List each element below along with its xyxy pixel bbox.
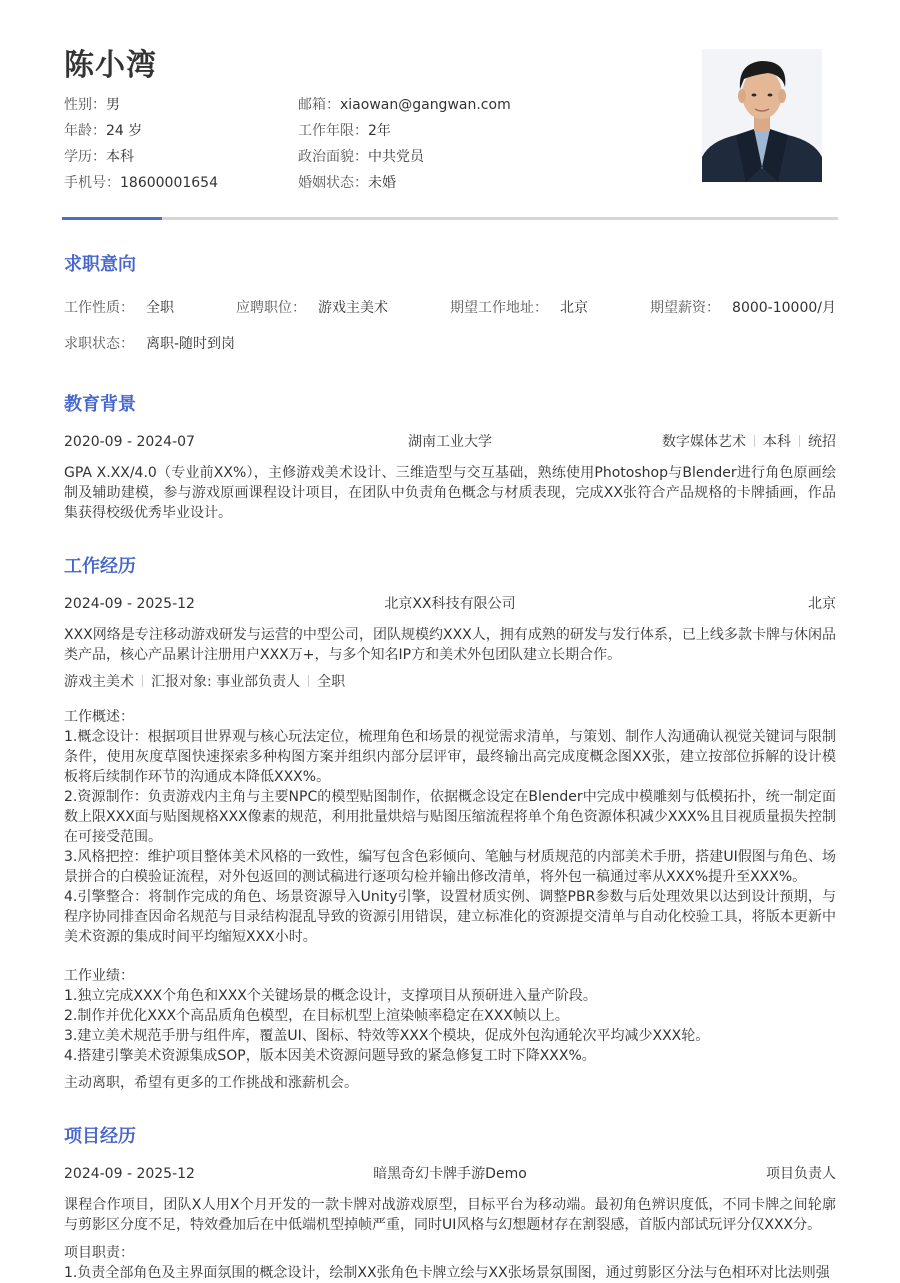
political-value: 中共党员	[368, 149, 424, 165]
work-position: 游戏主美术	[64, 674, 134, 690]
education-description: GPA X.XX/4.0（专业前XX%），主修游戏美术设计、三维造型与交互基础，熟练使用Photoshop与Blender进行角色原画绘制及辅助建模，参与游戏原画课程设计项目，在团队中负责角色概念与材质表现，完成XX张符合产品规格的卡牌插画，作品集获得校级优秀毕业设计。	[64, 465, 836, 521]
project-description: 课程合作项目，团队X人用X个月开发的一款卡牌对战游戏原型，目标平台为移动端。最初角色辨识度低，不同卡牌之间轮廓与剪影区分度不足，特效叠加后在中低端机型掉帧严重，同时UI风格与幻想题材存在割裂感，首版内部试玩评分仅XXX分。	[64, 1197, 836, 1233]
work-section-title: 工作经历	[64, 556, 136, 577]
overview-title: 工作概述：	[64, 709, 134, 725]
intent-label: 期望工作地址：	[450, 300, 549, 316]
work-city: 北京	[808, 596, 836, 612]
achievements-title: 工作业绩：	[64, 968, 134, 984]
phone-value: 18600001654	[120, 175, 218, 191]
education-period: 2020-09 - 2024-07	[64, 434, 195, 450]
email-label: 邮箱：	[298, 97, 340, 113]
work-achievements	[64, 966, 836, 1066]
education-details	[662, 432, 836, 452]
divider	[754, 435, 755, 447]
divider	[799, 435, 800, 447]
gender-value: 男	[106, 97, 120, 113]
work-company: 北京XX科技有限公司	[384, 596, 516, 612]
header-divider-accent	[62, 217, 162, 220]
achievement-item: 1.独立完成XXX个角色和XXX个关键场景的概念设计，支撑项目从预研进入量产阶段。	[64, 988, 597, 1004]
info-row	[64, 121, 624, 147]
intent-value: 8000-10000/月	[732, 300, 836, 316]
overview-item: 2.资源制作：负责游戏内主角与主要NPC的模型贴图制作，依据概念设定在Blender中完成中模雕刻与低模拓扑，统一制定面数上限XXX面与贴图规格XXX像素的规范，利用批量烘焙与贴图压缩流程将单个角色资源体积减少XXX%且目视质量损失控制在可接受范围。	[64, 789, 836, 845]
intent-item	[236, 297, 388, 317]
company-intro: XXX网络是专注移动游戏研发与运营的中型公司，团队规模约XXX人，拥有成熟的研发与发行体系，已上线多款卡牌与休闲品类产品，核心产品累计注册用户XXX万+，与多个知名IP方和美术外包团队建立长期合作。	[64, 627, 836, 663]
education-section-title: 教育背景	[64, 394, 136, 415]
achievement-item: 4.搭建引擎美术资源集成SOP，版本因美术资源问题导致的紧急修复工时下降XXX%。	[64, 1048, 596, 1064]
status-value: 离职-随时到岗	[146, 336, 236, 352]
education-major: 数字媒体艺术	[662, 434, 746, 450]
profile-photo	[702, 49, 822, 182]
project-header	[64, 1164, 836, 1184]
education-degree: 本科	[763, 434, 791, 450]
overview-item: 1.概念设计：根据项目世界观与核心玩法定位，梳理角色和场景的视觉需求清单，与策划、制作人沟通确认视觉关键词与限制条件，使用灰度草图快速探索多种构图方案并组织内部分层评审，最终输出高完成度概念图XX张，建立按部位拆解的设计模板将后续制作环节的沟通成本降低XXX%。	[64, 729, 836, 785]
work-years-value: 2年	[368, 123, 391, 139]
intent-value: 全职	[146, 300, 174, 316]
marital-value: 未婚	[368, 175, 396, 191]
project-period: 2024-09 - 2025-12	[64, 1166, 195, 1182]
age-value: 24 岁	[106, 123, 143, 139]
info-row	[64, 147, 624, 173]
status-label: 求职状态：	[64, 336, 134, 352]
work-overview	[64, 707, 836, 947]
achievement-item: 2.制作并优化XXX个高品质角色模型，在目标机型上渲染帧率稳定在XXX帧以上。	[64, 1008, 569, 1024]
email-value: xiaowan@gangwan.com	[340, 97, 511, 113]
age-label: 年龄：	[64, 123, 106, 139]
divider	[308, 675, 309, 687]
education-label: 学历：	[64, 149, 106, 165]
project-name: 暗黑奇幻卡牌手游Demo	[373, 1166, 527, 1182]
work-years-label: 工作年限：	[298, 123, 368, 139]
education-mode: 统招	[808, 434, 836, 450]
political-label: 政治面貌：	[298, 149, 368, 165]
duty-item: 1.负责全部角色及主界面氛围的概念设计，绘制XX张角色卡牌立绘与XX张场景氛围图，通过剪影区分法与色相环对比法则强	[64, 1265, 830, 1281]
leave-reason: 主动离职，希望有更多的工作挑战和涨薪机会。	[64, 1075, 358, 1091]
overview-item: 4.引擎整合：将制作完成的角色、场景资源导入Unity引擎，设置材质实例、调整PBR参数与后处理效果以达到设计预期，与程序协同排查因命名规范与目录结构混乱导致的资源引用错误，建立标准化的资源提交清单与自动化校验工具，将版本更新中美术资源的集成时间平均缩短XXX小时。	[64, 889, 836, 945]
divider	[142, 675, 143, 687]
work-header	[64, 594, 836, 614]
work-report-to: 汇报对象: 事业部负责人	[151, 674, 301, 690]
candidate-name: 陈小湾	[64, 48, 157, 83]
project-role: 项目负责人	[766, 1166, 836, 1182]
marital-label: 婚姻状态：	[298, 175, 368, 191]
project-duties	[64, 1243, 836, 1283]
work-period: 2024-09 - 2025-12	[64, 596, 195, 612]
phone-label: 手机号：	[64, 175, 120, 191]
work-role-line	[64, 672, 836, 692]
duties-title: 项目职责：	[64, 1245, 134, 1261]
intent-label: 工作性质：	[64, 300, 134, 316]
education-header	[64, 432, 836, 452]
info-row	[64, 95, 624, 121]
intent-status-row	[64, 333, 836, 353]
gender-label: 性别：	[64, 97, 106, 113]
intent-item	[64, 297, 174, 317]
intent-value: 北京	[560, 300, 589, 316]
intent-section-title: 求职意向	[64, 254, 136, 275]
intent-item	[650, 297, 836, 317]
overview-item: 3.风格把控：维护项目整体美术风格的一致性，编写包含色彩倾向、笔触与材质规范的内部美术手册，搭建UI假图与角色、场景拼合的白模验证流程，对外包返回的测试稿进行逐项勾检并输出修改清单，将外包一稿通过率从XXX%提升至XXX%。	[64, 849, 836, 885]
header-divider	[62, 217, 838, 220]
achievement-item: 3.建立美术规范手册与组件库，覆盖UI、图标、特效等XXX个模块，促成外包沟通轮次平均减少XXX轮。	[64, 1028, 710, 1044]
education-value: 本科	[106, 149, 134, 165]
intent-item	[450, 297, 588, 317]
info-row	[64, 173, 624, 199]
work-job-type: 全职	[317, 674, 346, 690]
intent-label: 应聘职位：	[236, 300, 307, 316]
education-school: 湖南工业大学	[408, 434, 492, 450]
intent-value: 游戏主美术	[318, 300, 389, 316]
intent-row	[64, 297, 836, 317]
personal-info	[64, 95, 624, 199]
intent-label: 期望薪资：	[650, 300, 721, 316]
project-section-title: 项目经历	[64, 1126, 136, 1147]
